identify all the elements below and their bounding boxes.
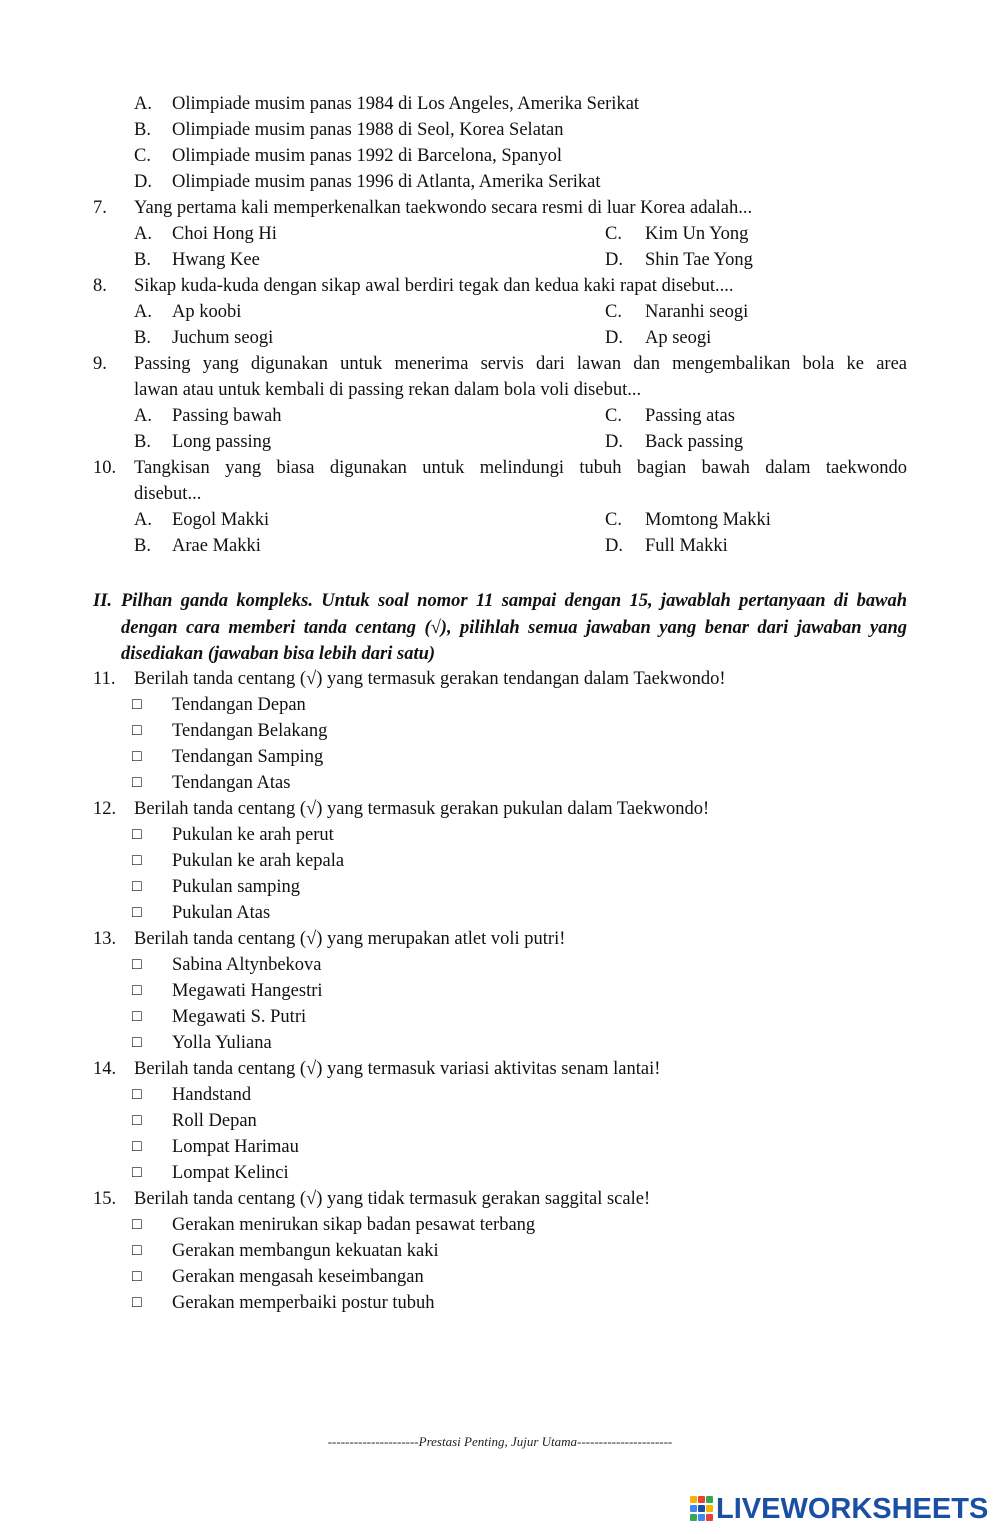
- option-text: Hwang Kee: [172, 250, 260, 270]
- question-text-line: Passing yang digunakan untuk menerima servis dari lawan dan mengembalikan bola ke area: [134, 354, 907, 374]
- checkbox-label: Tendangan Atas: [172, 773, 291, 793]
- question-number: 12.: [93, 799, 117, 819]
- question-text: Berilah tanda centang (√) yang tidak termasuk gerakan saggital scale!: [134, 1189, 651, 1209]
- checkbox-label: Megawati S. Putri: [172, 1007, 307, 1027]
- option-letter: D.: [605, 250, 623, 270]
- checkbox-label: Pukulan ke arah perut: [172, 825, 334, 845]
- q6-option-c-letter: C.: [134, 146, 151, 166]
- option-letter: C.: [605, 406, 622, 426]
- question-number: 11.: [93, 669, 116, 689]
- question-number: 15.: [93, 1189, 117, 1209]
- option-letter: D.: [605, 328, 623, 348]
- q6-option-b-letter: B.: [134, 120, 151, 140]
- logo-text: LIVEWORKSHEETS: [716, 1493, 989, 1525]
- checkbox-label: Pukulan samping: [172, 877, 300, 897]
- option-text: Arae Makki: [172, 536, 261, 556]
- option-letter: C.: [605, 510, 622, 530]
- checkbox[interactable]: □: [132, 722, 142, 739]
- option-letter: B.: [134, 432, 151, 452]
- q6-option-c-text: Olimpiade musim panas 1992 di Barcelona, Spanyol: [172, 146, 562, 166]
- checkbox[interactable]: □: [132, 1034, 142, 1051]
- q6-option-a-letter: A.: [134, 94, 152, 114]
- checkbox-label: Megawati Hangestri: [172, 981, 323, 1001]
- checkbox[interactable]: □: [132, 1086, 142, 1103]
- option-letter: B.: [134, 250, 151, 270]
- checkbox[interactable]: □: [132, 1242, 142, 1259]
- question-number: 13.: [93, 929, 117, 949]
- question-text: Berilah tanda centang (√) yang termasuk gerakan pukulan dalam Taekwondo!: [134, 799, 710, 819]
- checkbox-label: Yolla Yuliana: [172, 1033, 272, 1053]
- option-text: Shin Tae Yong: [645, 250, 753, 270]
- question-number: 10.: [93, 458, 117, 478]
- option-text: Passing bawah: [172, 406, 282, 426]
- checkbox[interactable]: □: [132, 982, 142, 999]
- checkbox[interactable]: □: [132, 774, 142, 791]
- logo-grid-icon: [690, 1496, 714, 1522]
- option-text: Choi Hong Hi: [172, 224, 277, 244]
- checkbox[interactable]: □: [132, 1164, 142, 1181]
- checkbox-label: Sabina Altynbekova: [172, 955, 322, 975]
- option-letter: A.: [134, 302, 152, 322]
- checkbox-label: Gerakan menirukan sikap badan pesawat terbang: [172, 1215, 536, 1235]
- option-text: Eogol Makki: [172, 510, 270, 530]
- q6-option-d-letter: D.: [134, 172, 152, 192]
- checkbox[interactable]: □: [132, 1112, 142, 1129]
- option-letter: B.: [134, 328, 151, 348]
- option-text: Ap koobi: [172, 302, 242, 322]
- option-text: Ap seogi: [645, 328, 712, 348]
- question-number: 14.: [93, 1059, 117, 1079]
- checkbox-label: Pukulan ke arah kepala: [172, 851, 345, 871]
- checkbox-label: Lompat Kelinci: [172, 1163, 289, 1183]
- checkbox-label: Gerakan mengasah keseimbangan: [172, 1267, 424, 1287]
- option-text: Juchum seogi: [172, 328, 274, 348]
- option-text: Full Makki: [645, 536, 728, 556]
- question-text-line: lawan atau untuk kembali di passing rekan dalam bola voli disebut...: [134, 380, 642, 400]
- question-text: Berilah tanda centang (√) yang termasuk gerakan tendangan dalam Taekwondo!: [134, 669, 726, 689]
- q6-option-a-text: Olimpiade musim panas 1984 di Los Angeles, Amerika Serikat: [172, 94, 640, 114]
- checkbox-label: Gerakan membangun kekuatan kaki: [172, 1241, 439, 1261]
- question-text: Berilah tanda centang (√) yang merupakan atlet voli putri!: [134, 929, 566, 949]
- checkbox[interactable]: □: [132, 1138, 142, 1155]
- section-instructions: Pilhan ganda kompleks. Untuk soal nomor 11 sampai dengan 15, jawablah pertanyaan di bawah dengan cara memberi tanda centang (√), pilihlah semua jawaban yang benar dari jawaban yang disediakan (jawaban bisa lebih dari satu): [121, 591, 907, 664]
- checkbox-label: Handstand: [172, 1085, 252, 1105]
- question-text-line: Tangkisan yang biasa digunakan untuk melindungi tubuh bagian bawah dalam taekwondo: [134, 458, 907, 478]
- checkbox-label: Tendangan Belakang: [172, 721, 328, 741]
- question-number: 8.: [93, 276, 107, 296]
- option-letter: B.: [134, 536, 151, 556]
- question-text-line: disebut...: [134, 484, 202, 504]
- option-letter: A.: [134, 224, 152, 244]
- option-letter: D.: [605, 432, 623, 452]
- checkbox-label: Lompat Harimau: [172, 1137, 299, 1157]
- question-text: Yang pertama kali memperkenalkan taekwondo secara resmi di luar Korea adalah...: [134, 198, 753, 218]
- checkbox[interactable]: □: [132, 904, 142, 921]
- option-letter: A.: [134, 406, 152, 426]
- option-letter: D.: [605, 536, 623, 556]
- option-text: Passing atas: [645, 406, 735, 426]
- q6-option-b-text: Olimpiade musim panas 1988 di Seol, Korea Selatan: [172, 120, 564, 140]
- checkbox[interactable]: □: [132, 1008, 142, 1025]
- checkbox[interactable]: □: [132, 1294, 142, 1311]
- option-letter: C.: [605, 302, 622, 322]
- checkbox-label: Tendangan Samping: [172, 747, 324, 767]
- checkbox[interactable]: □: [132, 1268, 142, 1285]
- question-text: Sikap kuda-kuda dengan sikap awal berdiri tegak dan kedua kaki rapat disebut....: [134, 276, 734, 296]
- question-text: Berilah tanda centang (√) yang termasuk variasi aktivitas senam lantai!: [134, 1059, 661, 1079]
- q6-option-d-text: Olimpiade musim panas 1996 di Atlanta, Amerika Serikat: [172, 172, 601, 192]
- option-text: Back passing: [645, 432, 744, 452]
- checkbox-label: Roll Depan: [172, 1111, 257, 1131]
- option-text: Kim Un Yong: [645, 224, 749, 244]
- checkbox[interactable]: □: [132, 696, 142, 713]
- checkbox-label: Gerakan memperbaiki postur tubuh: [172, 1293, 435, 1313]
- checkbox[interactable]: □: [132, 1216, 142, 1233]
- question-number: 7.: [93, 198, 107, 218]
- option-text: Momtong Makki: [645, 510, 771, 530]
- checkbox[interactable]: □: [132, 852, 142, 869]
- checkbox-label: Pukulan Atas: [172, 903, 271, 923]
- checkbox[interactable]: □: [132, 878, 142, 895]
- option-text: Long passing: [172, 432, 272, 452]
- checkbox[interactable]: □: [132, 748, 142, 765]
- option-text: Naranhi seogi: [645, 302, 749, 322]
- section-number: II.: [93, 591, 113, 611]
- option-letter: A.: [134, 510, 152, 530]
- option-letter: C.: [605, 224, 622, 244]
- checkbox-label: Tendangan Depan: [172, 695, 306, 715]
- question-number: 9.: [93, 354, 107, 374]
- checkbox[interactable]: □: [132, 956, 142, 973]
- checkbox[interactable]: □: [132, 826, 142, 843]
- page-footer: ---------------------Prestasi Penting, Jujur Utama----------------------: [327, 1434, 673, 1449]
